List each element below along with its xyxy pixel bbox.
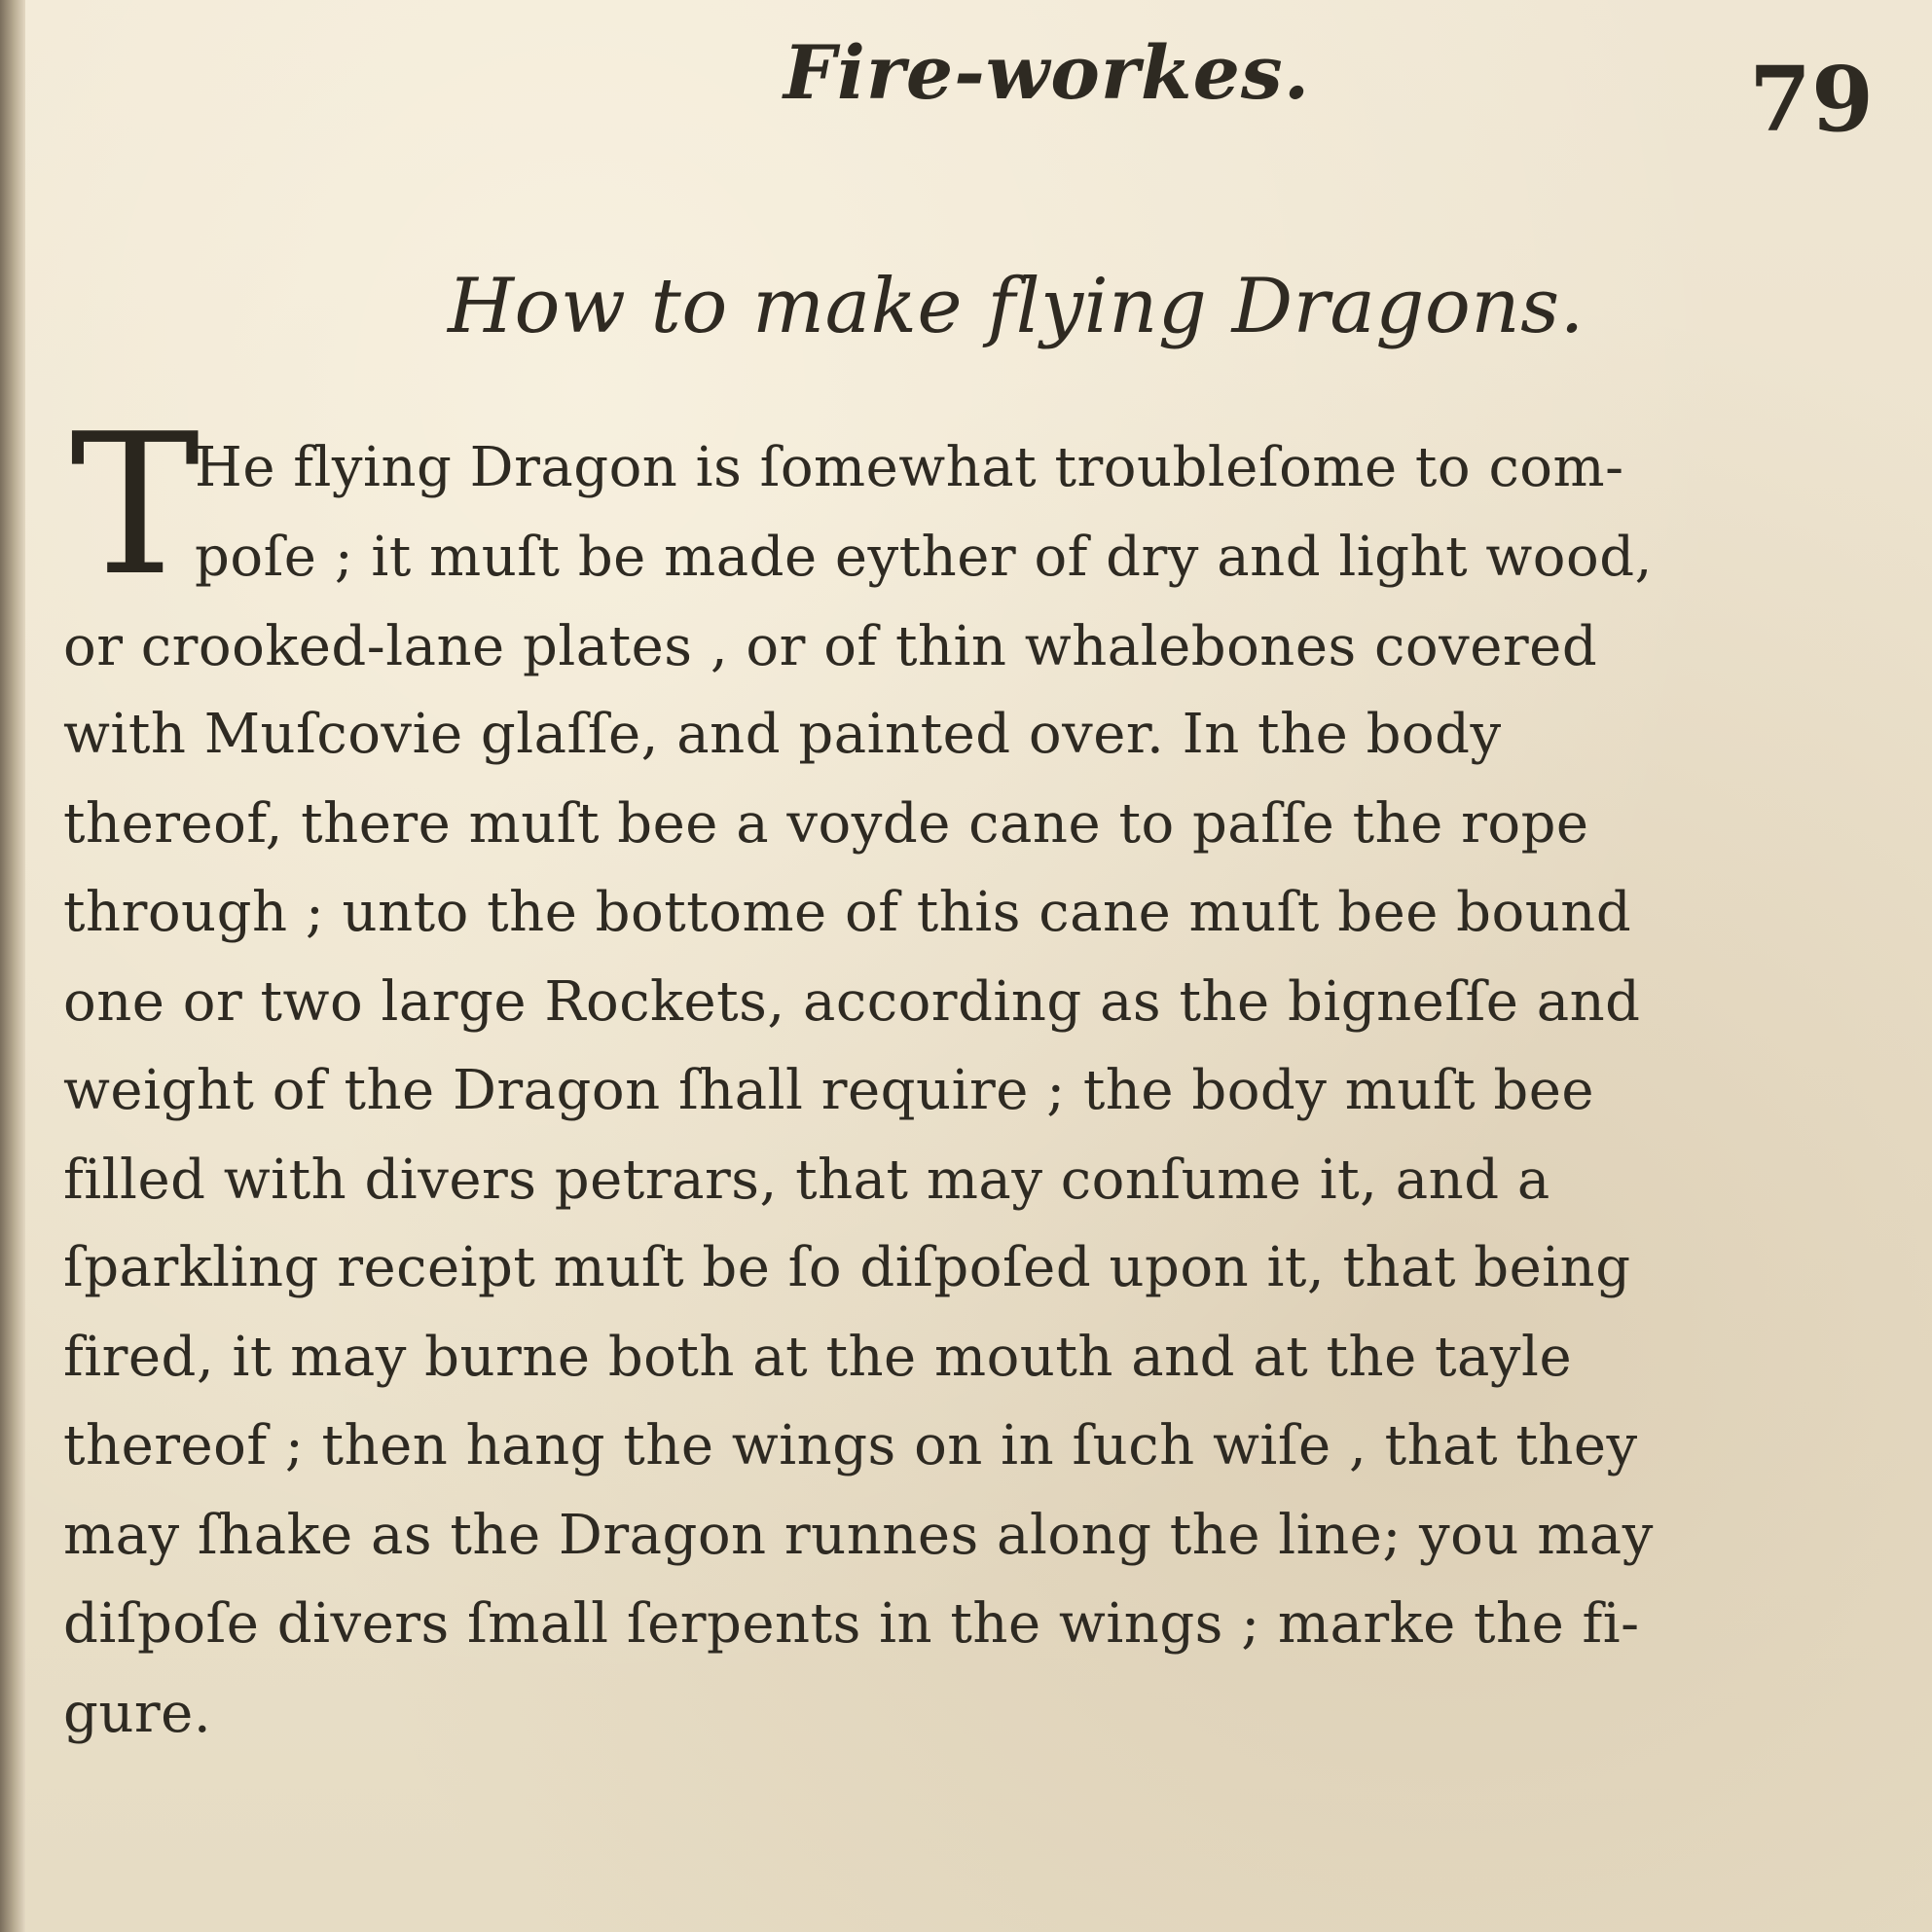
page-number: 79	[1748, 47, 1874, 152]
body-text-line: thereof ; then hang the wings on in ſuch wiſe , that they	[63, 1414, 1638, 1477]
body-text-line: ſparkling receipt muſt be ſo diſpoſed upon it, that being	[63, 1236, 1631, 1299]
body-text-line: fired, it may burne both at the mouth and at the tayle	[63, 1326, 1573, 1389]
body-text-line: thereof, there muſt bee a voyde cane to paſſe the rope	[63, 792, 1589, 856]
body-text-line: or crooked-lane plates , or of thin whalebones covered	[63, 615, 1598, 678]
body-text-line: may ſhake as the Dragon runnes along the line; you may	[63, 1504, 1654, 1567]
body-text-line: through ; unto the bottome of this cane muſt bee bound	[63, 881, 1632, 944]
page-binding-edge	[0, 0, 25, 1932]
body-text-line: with Muſcovie glaſſe, and painted over. In the body	[63, 703, 1502, 766]
body-text-line: diſpoſe divers ſmall ſerpents in the wings ; marke the fi-	[63, 1592, 1640, 1656]
body-text-line: weight of the Dragon ſhall require ; the body muſt bee	[63, 1059, 1595, 1122]
body-text-line: one or two large Rockets, according as the bigneſſe and	[63, 970, 1641, 1034]
drop-cap-initial: T	[70, 392, 200, 619]
running-title: Fire-workes.	[784, 29, 1311, 116]
section-heading: How to make flying Dragons.	[448, 263, 1585, 350]
body-text-line: gure.	[63, 1682, 212, 1745]
body-text-line: filled with divers petrars, that may conſume it, and a	[63, 1148, 1550, 1212]
body-text-line: poſe ; it muſt be made eyther of dry and light wood,	[195, 526, 1653, 589]
body-text-line: He flying Dragon is ſomewhat troubleſome to com-	[195, 436, 1624, 499]
